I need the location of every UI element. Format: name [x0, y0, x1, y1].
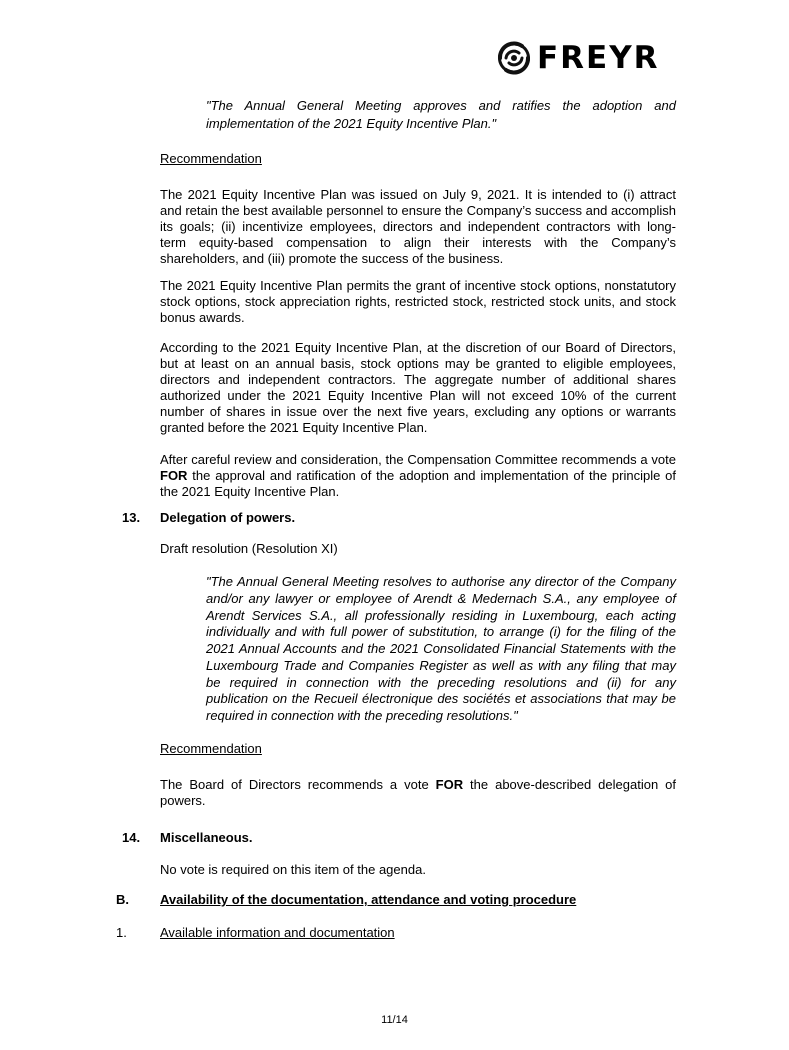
text-line: The 2021 Equity Incentive Plan permits the grant of incentive stock options, nonstatutory — [160, 278, 676, 293]
section-14-number: 14. — [122, 830, 141, 845]
text-segment: After careful review and consideration, the Compensation Committee recommends a vote — [160, 452, 676, 467]
text-line: term equity-based compensation to align their interests with the Company’s — [160, 235, 676, 250]
text-segment: The Board of Directors recommends a vote — [160, 777, 436, 792]
text-segment: powers. — [160, 793, 206, 808]
recommendation-heading: Recommendation — [160, 741, 262, 756]
text-segment: the above-described delegation of — [463, 777, 676, 792]
text-line: implementation of the 2021 Equity Incentive Plan." — [206, 116, 497, 131]
text-line — [160, 452, 676, 468]
text-line: be required in connection with the preceding resolutions and (ii) for any — [206, 674, 676, 690]
text-line: shareholders, and (iii) promote the success of the business. — [160, 251, 504, 266]
text-line: required in connection with the preceding resolutions." — [206, 708, 518, 723]
quote-resolution-equity-plan — [206, 97, 676, 133]
no-vote-text: No vote is required on this item of the agenda. — [160, 862, 426, 877]
draft-resolution-label: Draft resolution (Resolution XI) — [160, 541, 338, 556]
text-line: and/or any lawyer or employee of Arendt & Medernach S.A., any employee of — [206, 590, 676, 606]
text-line — [160, 484, 676, 500]
bold-text: FOR — [160, 468, 188, 483]
quote-resolution-delegation — [206, 574, 676, 725]
text-line: The 2021 Equity Incentive Plan was issued on July 9, 2021. It is intended to (i) attract — [160, 187, 676, 202]
section-b-title: Availability of the documentation, attendance and voting procedure — [160, 892, 577, 907]
text-line: authorized under the 2021 Equity Incentive Plan will not exceed 10% of the current — [160, 388, 676, 403]
text-line: granted before the 2021 Equity Incentive Plan. — [160, 420, 428, 435]
section-b-number: B. — [116, 892, 129, 907]
section-1-number: 1. — [116, 925, 127, 940]
freyr-logo — [495, 38, 660, 78]
text-segment: the 2021 Equity Incentive Plan. — [160, 484, 340, 499]
paragraph-plan-grants — [160, 278, 676, 326]
page-number: 11/14 — [381, 1014, 408, 1026]
paragraph-committee-recommendation — [160, 452, 676, 500]
text-line: Arendt Services S.A., all professionally residing in Luxembourg, each acting — [206, 607, 676, 623]
text-line: Luxembourg Trade and Companies Register as well as with any filing that may — [206, 657, 676, 673]
text-line: its goals; (ii) incentivize employees, directors and independent contractors with long- — [160, 219, 676, 234]
text-line: stock options, stock appreciation rights, restricted stock, restricted stock units, and stock — [160, 294, 676, 309]
text-line: bonus awards. — [160, 310, 245, 325]
recommendation-heading: Recommendation — [160, 151, 262, 166]
swirl-logo-icon — [495, 38, 533, 78]
section-13-title: Delegation of powers. — [160, 510, 296, 525]
text-line: "The Annual General Meeting approves and ratifies the adoption and — [206, 98, 676, 113]
paragraph-plan-discretion — [160, 340, 676, 436]
text-line — [160, 793, 676, 809]
text-line: 2021 Annual Accounts and the 2021 Consolidated Financial Statements with the — [206, 641, 676, 656]
text-line: number of shares in issue over the next five years, excluding any options or warrants — [160, 404, 676, 419]
text-line: but at least on an annual basis, stock options may be granted to eligible employees, — [160, 356, 676, 371]
section-13-number: 13. — [122, 510, 141, 525]
text-line: individually and with full power of substitution, to arrange (i) for the filing of the — [206, 624, 676, 640]
text-line: and retain the best available personnel to ensure the Company’s success and accomplish — [160, 203, 676, 218]
paragraph-board-recommendation — [160, 777, 676, 809]
bold-text: FOR — [435, 777, 464, 792]
section-1-title: Available information and documentation — [160, 925, 395, 940]
text-segment: the approval and ratification of the adoption and implementation of the principle of — [187, 468, 676, 483]
text-line: "The Annual General Meeting resolves to authorise any director of the Company — [206, 574, 676, 589]
paragraph-plan-purpose — [160, 187, 676, 267]
text-line: publication on the Recueil électronique des sociétés et associations that may be — [206, 691, 676, 707]
text-line — [160, 468, 676, 484]
text-line — [160, 777, 676, 793]
logo-text: FREYR — [537, 40, 660, 76]
section-14-title: Miscellaneous. — [160, 830, 253, 845]
text-line: According to the 2021 Equity Incentive Plan, at the discretion of our Board of Directors, — [160, 340, 676, 355]
text-line: directors and independent contractors. The aggregate number of additional shares — [160, 372, 676, 387]
